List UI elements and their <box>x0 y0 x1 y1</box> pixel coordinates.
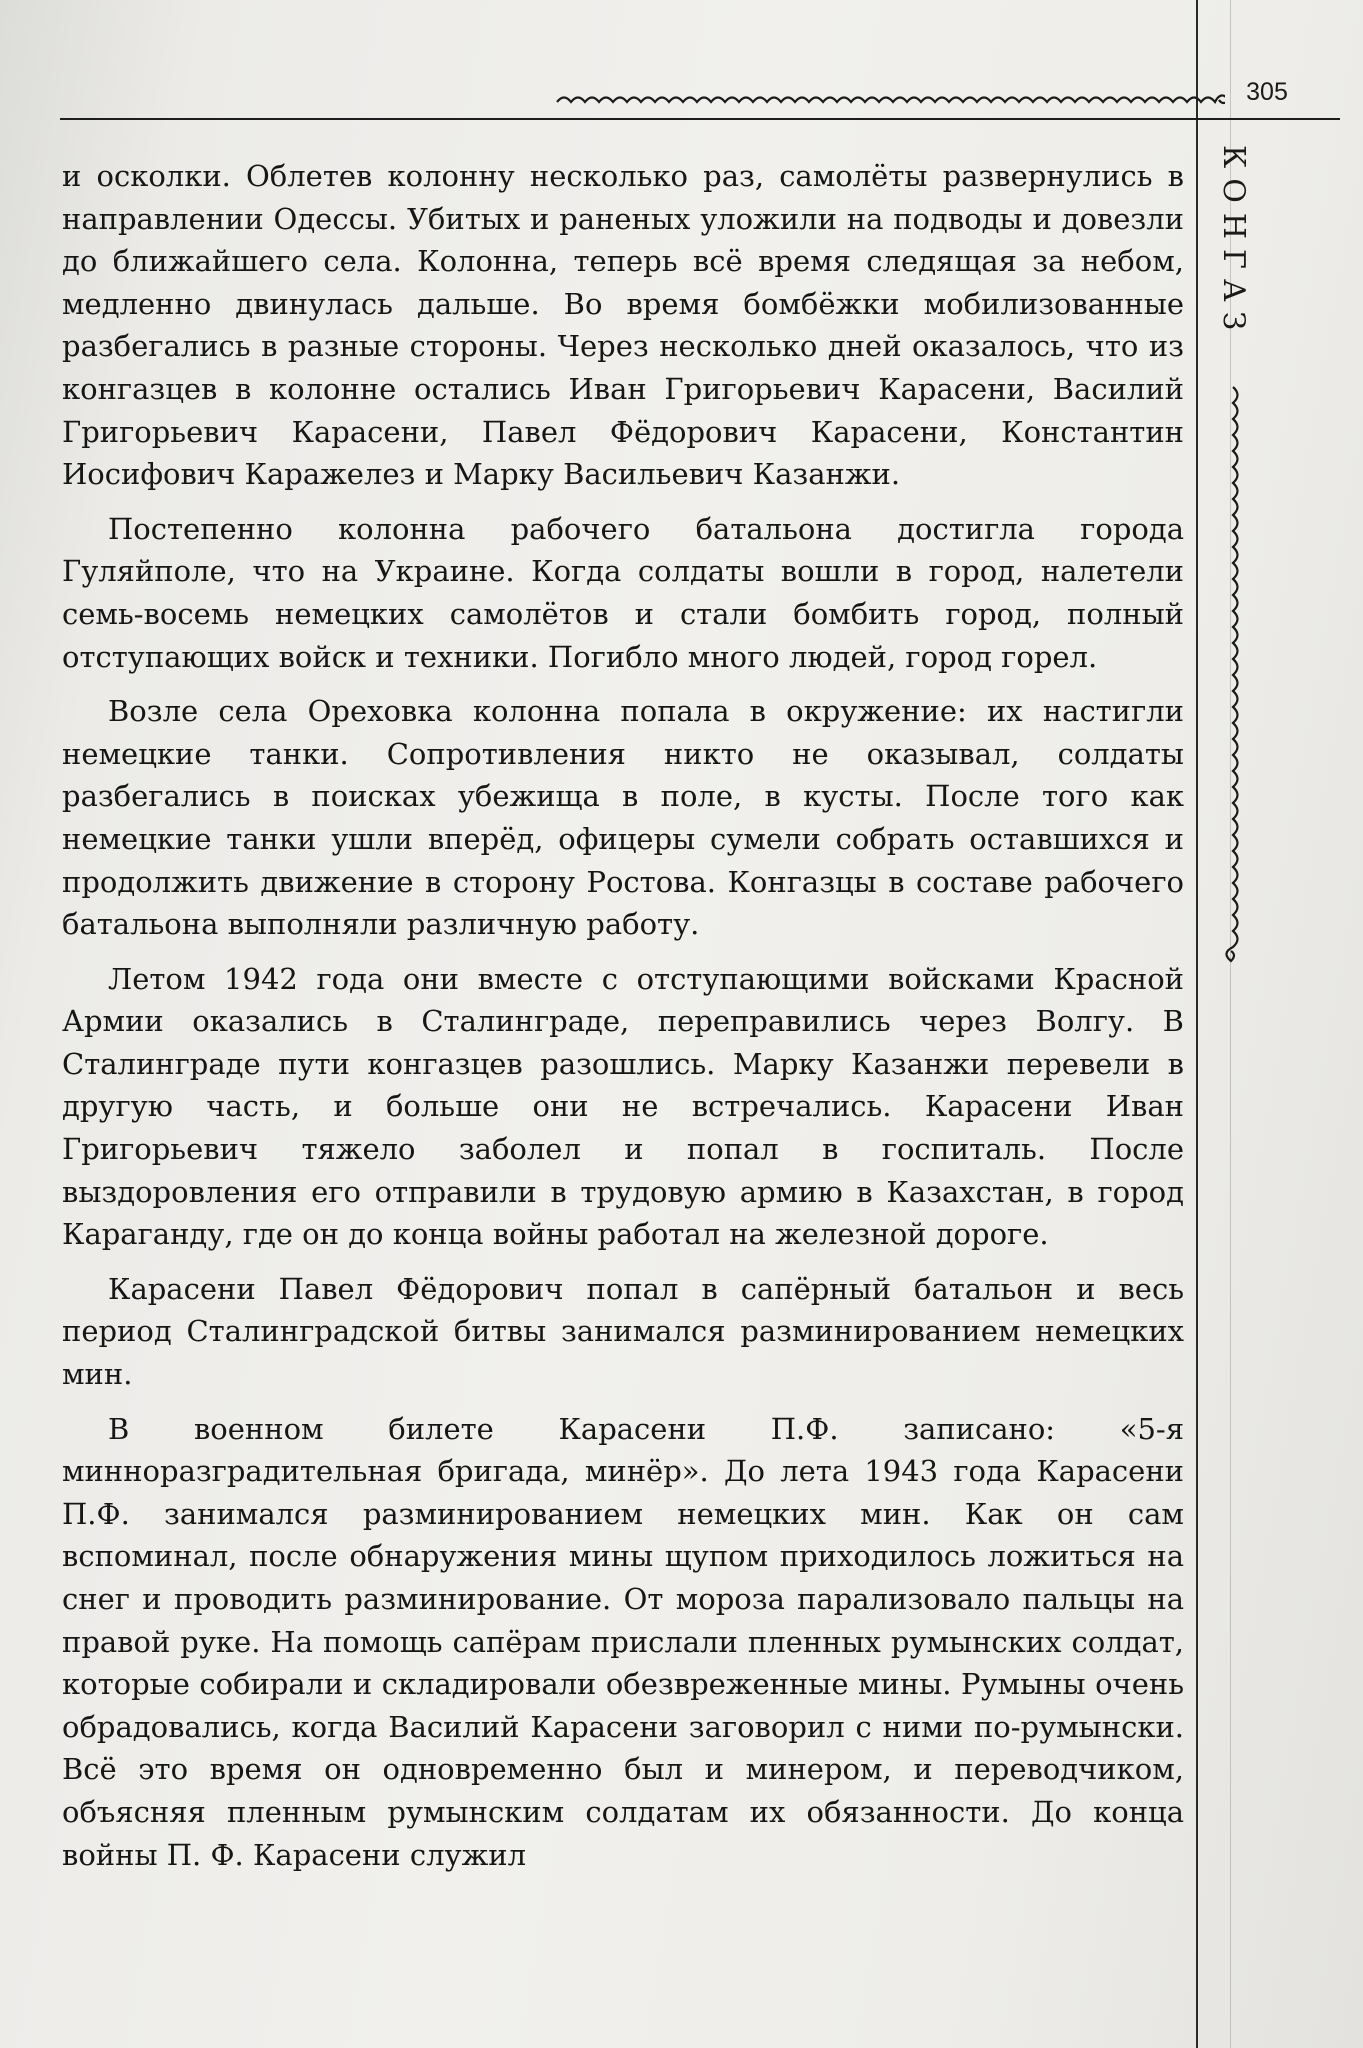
page-number: 305 <box>1246 78 1288 106</box>
body-text <box>62 155 1184 1888</box>
page-header <box>60 72 1340 132</box>
paragraph-1: и осколки. Облетев колонну несколько раз, самолёты развернулись в направлении Одессы. Убитых и раненых уложили на подводы и довезли до ближайшего села. Колонна, теперь всё время следящая за небом, медленно двинулась дальше. Во время бомбёжки мобилизованные разбегались в разные стороны. Через несколько дней оказалось, что из конгазцев в колонне остались Иван Григорьевич Карасени, Василий Григорьевич Карасени, Павел Фёдорович Карасени, Константин Иосифович Каражелез и Марку Васильевич Казанжи. <box>62 159 1184 492</box>
margin-rule-vertical <box>1196 0 1198 2048</box>
paragraph-5: Карасени Павел Фёдорович попал в сапёрный батальон и весь период Сталинградской битвы занимался разминированием немецких мин. <box>62 1271 1184 1392</box>
header-rule <box>60 118 1340 120</box>
paragraph-4: Летом 1942 года они вместе с отступающими войсками Красной Армии оказались в Сталинграде, переправились через Волгу. В Сталинграде пути конгазцев разошлись. Марку Казанжи перевели в другую часть, и больше они не встречались. Карасени Иван Григорьевич тяжело заболел и попал в госпиталь. После выздоровления его отправили в трудовую армию в Казахстан, в город Караганду, где он до конца войны работал на железной дороге. <box>62 961 1184 1252</box>
paragraph-2: Постепенно колонна рабочего батальона достигла города Гуляйполе, что на Украине. Когда солдаты вошли в город, налетели семь-восемь немецких самолётов и стали бомбить город, полный отступающих войск и техники. Погибло много людей, город горел. <box>62 511 1184 674</box>
side-running-title <box>1213 145 1253 975</box>
paragraph-3: Возле села Ореховка колонна попала в окружение: их настигли немецкие танки. Сопротивления никто не оказывал, солдаты разбегались в поисках убежища в поле, в кусты. После того как немецкие танки ушли вперёд, офицеры сумели собрать оставшихся и продолжить движение в сторону Ростова. Конгазцы в составе рабочего батальона выполняли различную работу. <box>62 694 1184 942</box>
wave-ornament-icon <box>555 90 1225 110</box>
vertical-wave-ornament-icon <box>1219 385 1247 965</box>
running-title-text: КОНГАЗ <box>1216 145 1251 341</box>
paragraph-6: В военном билете Карасени П.Ф. записано: «5-я минноразградительная бригада, минёр». До лета 1943 года Карасени П.Ф. занимался разминированием немецких мин. Как он сам вспоминал, после обнаружения мины щупом приходилось ложиться на снег и проводить разминирование. От мороза парализовало пальцы на правой руке. На помощь сапёрам прислали пленных румынских солдат, которые собирали и складировали обезвреженные мины. Румыны очень обрадовались, когда Василий Карасени заговорил с ними по-румынски. Всё это время он одновременно был и минером, и переводчиком, объясняя пленным румынским солдатам их обязанности. До конца войны П. Ф. Карасени служил <box>62 1411 1184 1872</box>
